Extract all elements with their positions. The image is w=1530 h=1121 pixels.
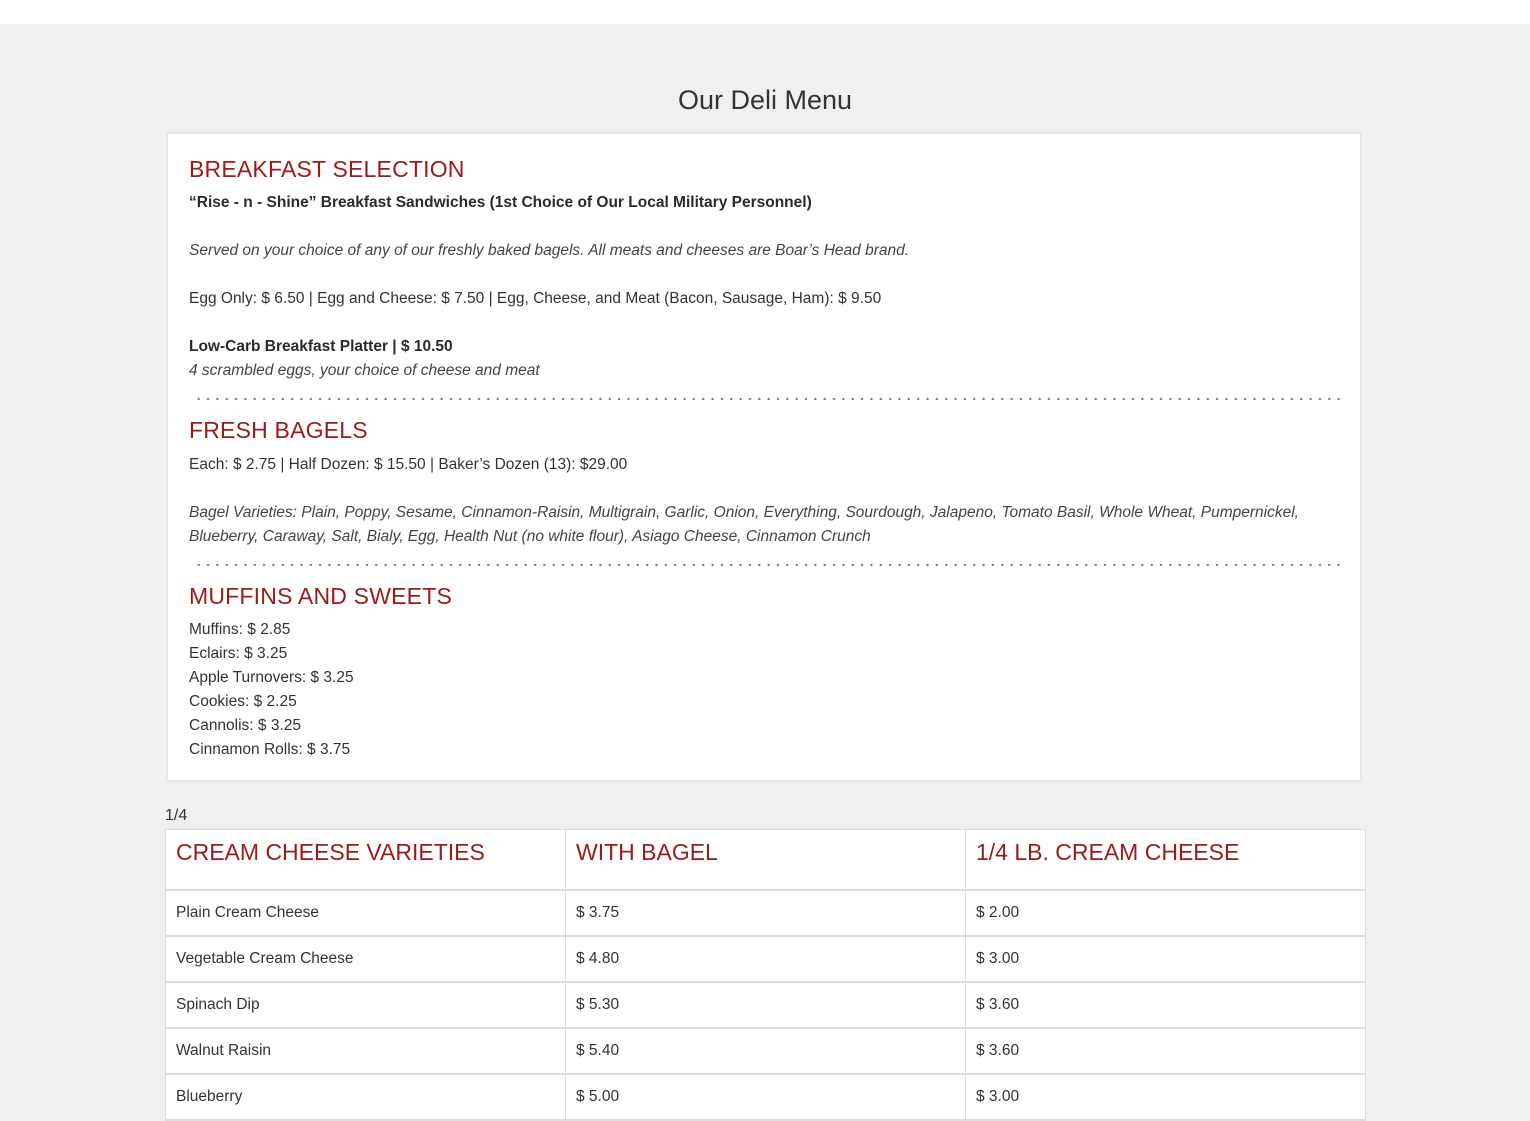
sweets-item: Muffins: $ 2.85 <box>189 621 291 638</box>
variety-cell: Spinach Dip <box>166 982 566 1028</box>
column-header-quarter-lb: 1/4 LB. CREAM CHEESE <box>966 830 1366 890</box>
sweets-item: Cannolis: $ 3.25 <box>189 717 302 734</box>
column-header-variety: CREAM CHEESE VARIETIES <box>166 830 566 890</box>
cream-cheese-table <box>165 829 1366 1121</box>
bagel-prices: Each: $ 2.75 | Half Dozen: $ 15.50 | Baker’s Dozen (13): $29.00 <box>189 456 628 473</box>
with-bagel-price-cell: $ 5.00 <box>566 1074 966 1120</box>
sweets-item: Eclairs: $ 3.25 <box>189 645 288 662</box>
breakfast-subtitle: “Rise - n - Shine” Breakfast Sandwiches (1st Choice of Our Local Military Personnel) <box>189 194 812 211</box>
table-row <box>166 890 1366 936</box>
table-row <box>166 1028 1366 1074</box>
sweets-item: Apple Turnovers: $ 3.25 <box>189 669 354 686</box>
quarter-lb-price-cell: $ 2.00 <box>966 890 1366 936</box>
table-row <box>166 1074 1366 1120</box>
with-bagel-price-cell: $ 4.80 <box>566 936 966 982</box>
with-bagel-price-cell: $ 3.75 <box>566 890 966 936</box>
table-row <box>166 936 1366 982</box>
dotted-divider <box>194 397 1342 401</box>
platter-name: Low-Carb Breakfast Platter <box>189 338 388 355</box>
quarter-lb-price-cell: $ 3.00 <box>966 1074 1366 1120</box>
variety-cell: Plain Cream Cheese <box>166 890 566 936</box>
quarter-lb-price-cell: $ 3.00 <box>966 936 1366 982</box>
top-header-strip <box>0 0 1530 24</box>
variety-cell: Walnut Raisin <box>166 1028 566 1074</box>
platter-price: | $ 10.50 <box>392 338 453 355</box>
bagel-varieties: Bagel Varieties: Plain, Poppy, Sesame, Cinnamon-Raisin, Multigrain, Garlic, Onion, Everything, Sourdough, Jalapeno, Tomato Basil, Whole Wheat, Pumpernickel, Blueberry, Caraway, Salt, Bialy, Egg, Health Nut (no white flour), Asiago Cheese, Cinnamon Crunch <box>189 504 1299 545</box>
page-title: Our Deli Menu <box>677 85 853 115</box>
table-header-row <box>166 830 1366 890</box>
platter-description: 4 scrambled eggs, your choice of cheese and meat <box>189 362 540 379</box>
with-bagel-price-cell: $ 5.30 <box>566 982 966 1028</box>
page-indicator: 1/4 <box>165 807 188 824</box>
quarter-lb-price-cell: $ 3.60 <box>966 982 1366 1028</box>
breakfast-prices: Egg Only: $ 6.50 | Egg and Cheese: $ 7.50 | Egg, Cheese, and Meat (Bacon, Sausage, Ham): $ 9.50 <box>189 290 882 307</box>
column-header-with-bagel: WITH BAGEL <box>566 830 966 890</box>
variety-cell: Vegetable Cream Cheese <box>166 936 566 982</box>
quarter-lb-price-cell: $ 3.60 <box>966 1028 1366 1074</box>
platter-line <box>189 335 453 359</box>
variety-cell: Blueberry <box>166 1074 566 1120</box>
sweets-item: Cinnamon Rolls: $ 3.75 <box>189 741 351 758</box>
breakfast-heading: BREAKFAST SELECTION <box>189 156 465 182</box>
sweets-item: Cookies: $ 2.25 <box>189 693 297 710</box>
bagels-heading: FRESH BAGELS <box>189 417 368 443</box>
sweets-heading: MUFFINS AND SWEETS <box>189 583 453 609</box>
table-row <box>166 982 1366 1028</box>
with-bagel-price-cell: $ 5.40 <box>566 1028 966 1074</box>
breakfast-description: Served on your choice of any of our freshly baked bagels. All meats and cheeses are Boar’s Head brand. <box>189 242 910 259</box>
dotted-divider <box>194 563 1342 567</box>
menu-card <box>166 132 1362 782</box>
